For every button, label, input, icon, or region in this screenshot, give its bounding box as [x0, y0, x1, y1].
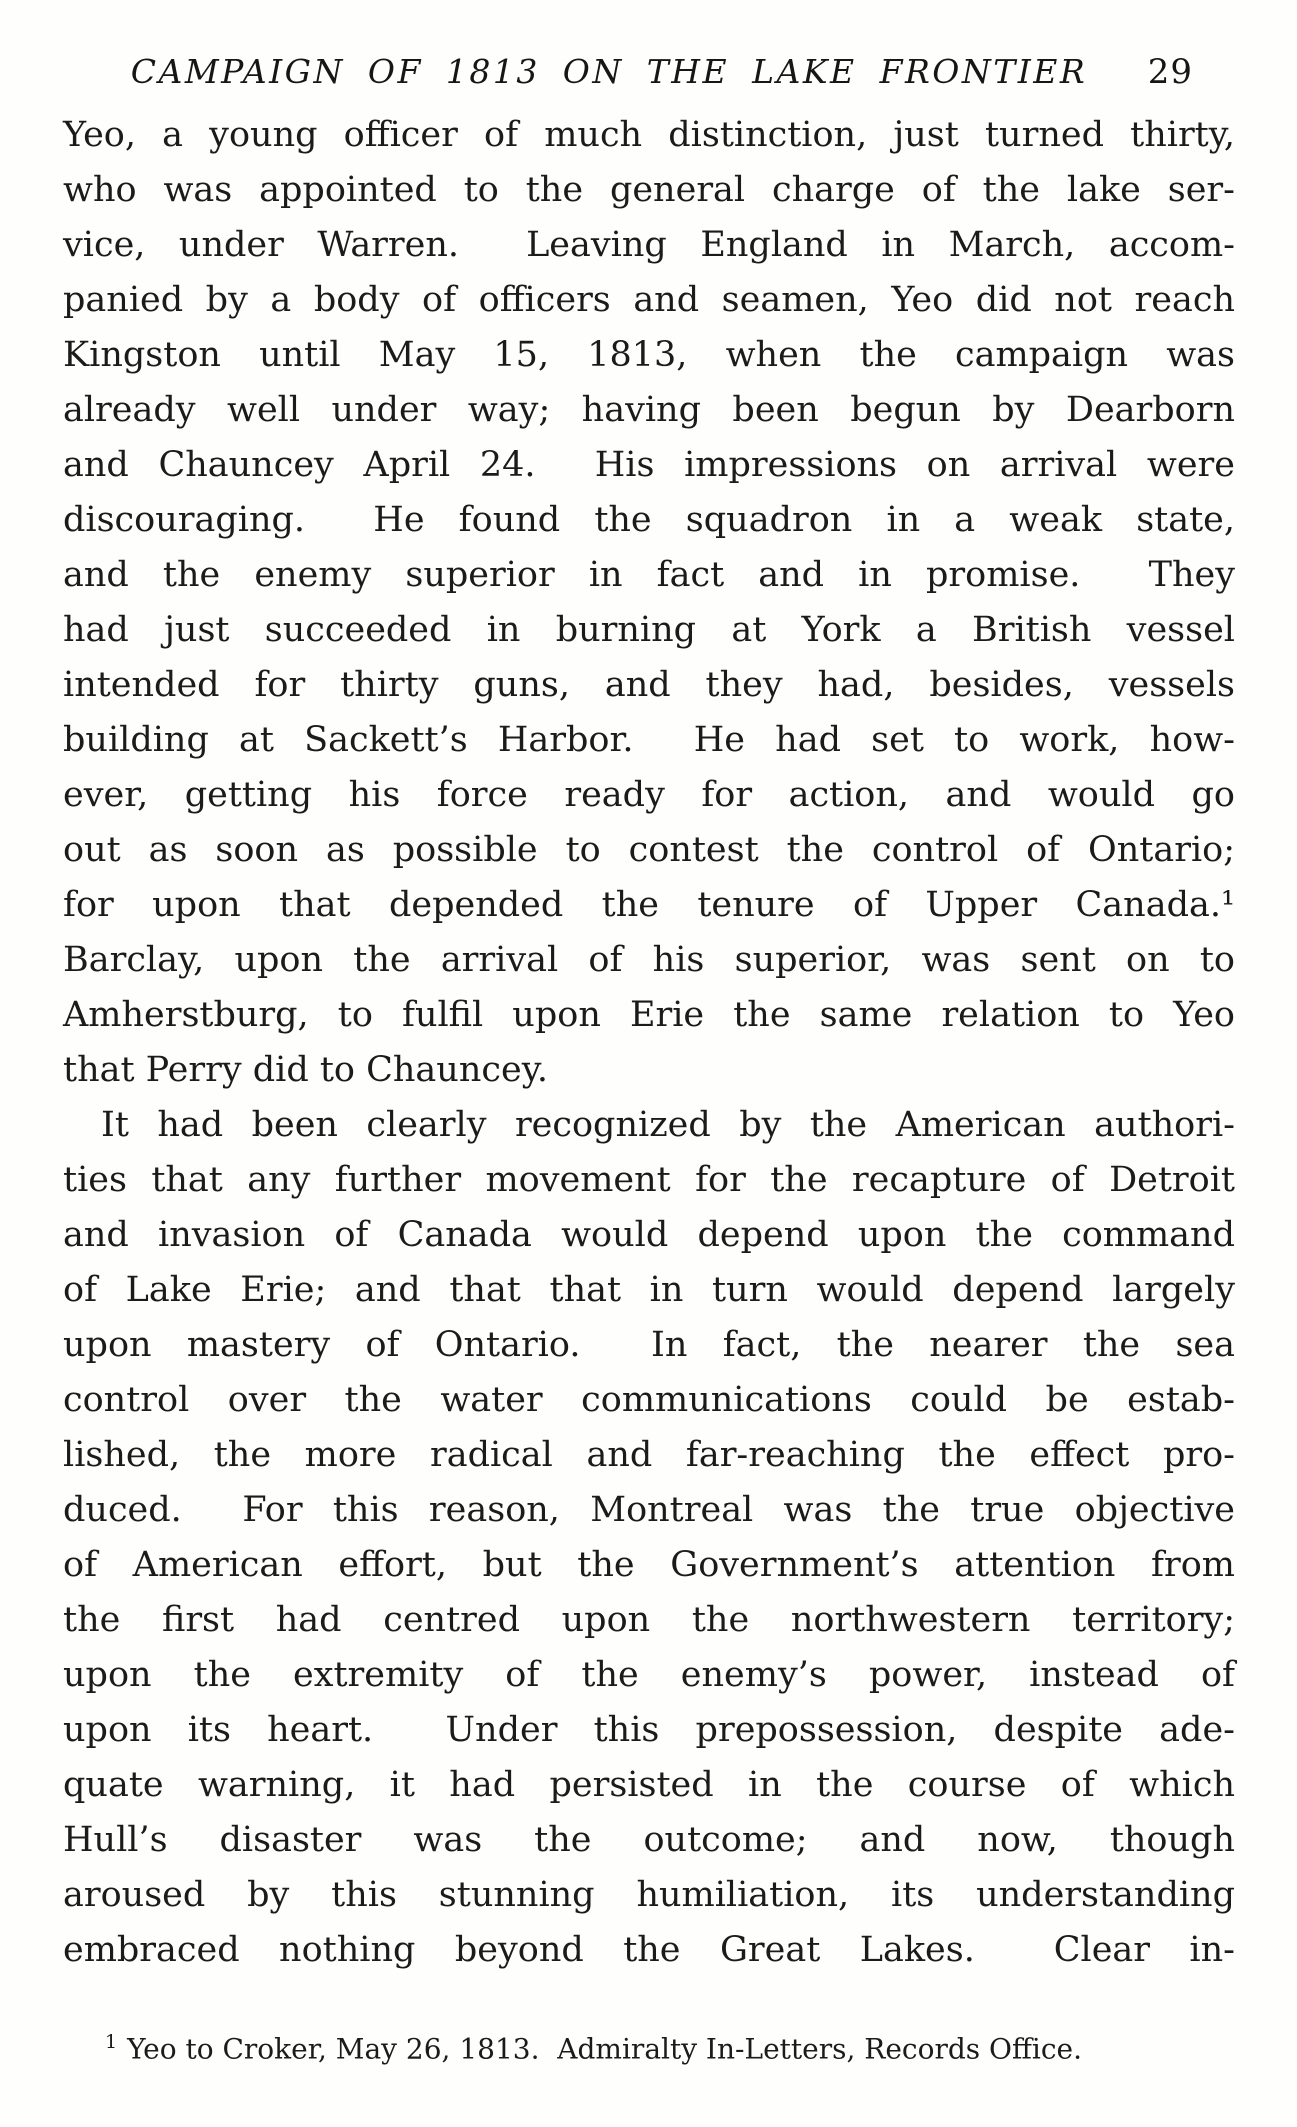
header-title: CAMPAIGN OF 1813 ON THE LAKE FRONTIER: [130, 52, 1088, 91]
text-line: already well under way; having been begun by Dearborn: [63, 390, 1235, 430]
footnote-text: Yeo to Croker, May 26, 1813. Admiralty In-Letters, Records Office.: [127, 2032, 1083, 2066]
text-line: Hull’s disaster was the outcome; and now, though: [63, 1820, 1235, 1860]
text-line: and Chauncey April 24. His impressions on arrival were: [63, 445, 1235, 485]
text-line: of Lake Erie; and that that in turn would depend largely: [63, 1270, 1235, 1310]
footnote-marker: 1: [105, 2031, 118, 2053]
running-header: [63, 52, 1235, 102]
footnote: [63, 2024, 1235, 2067]
text-line: and the enemy superior in fact and in promise. They: [63, 555, 1235, 595]
text-line: control over the water communications could be estab-: [63, 1380, 1235, 1420]
text-line: duced. For this reason, Montreal was the true objective: [63, 1490, 1235, 1530]
text-line: ever, getting his force ready for action, and would go: [63, 775, 1235, 815]
text-line: Kingston until May 15, 1813, when the campaign was: [63, 335, 1235, 375]
text-line: aroused by this stunning humiliation, its understanding: [63, 1875, 1235, 1915]
text-line: that Perry did to Chauncey.: [63, 1050, 548, 1090]
body-text: [63, 108, 1235, 1978]
text-line: upon the extremity of the enemy’s power, instead of: [63, 1655, 1235, 1695]
text-line: had just succeeded in burning at York a British vessel: [63, 610, 1235, 650]
text-line: panied by a body of officers and seamen, Yeo did not reach: [63, 280, 1235, 320]
text-line: intended for thirty guns, and they had, besides, vessels: [63, 665, 1235, 705]
text-line: out as soon as possible to contest the control of Ontario;: [63, 830, 1235, 870]
text-line: lished, the more radical and far-reaching the effect pro-: [63, 1435, 1235, 1475]
text-line: Barclay, upon the arrival of his superior, was sent on to: [63, 940, 1235, 980]
text-line: It had been clearly recognized by the American authori-: [101, 1105, 1235, 1145]
text-line: upon mastery of Ontario. In fact, the nearer the sea: [63, 1325, 1235, 1365]
text-line: embraced nothing beyond the Great Lakes. Clear in-: [63, 1930, 1235, 1970]
text-line: vice, under Warren. Leaving England in March, accom-: [63, 225, 1235, 265]
text-line: quate warning, it had persisted in the course of which: [63, 1765, 1235, 1805]
text-line: Amherstburg, to fulfil upon Erie the same relation to Yeo: [63, 995, 1235, 1035]
text-line: of American effort, but the Government’s attention from: [63, 1545, 1235, 1585]
text-line: and invasion of Canada would depend upon the command: [63, 1215, 1235, 1255]
text-line: Yeo, a young officer of much distinction, just turned thirty,: [63, 115, 1235, 155]
text-line: building at Sackett’s Harbor. He had set to work, how-: [63, 720, 1235, 760]
text-line: ties that any further movement for the recapture of Detroit: [63, 1160, 1235, 1200]
text-line: discouraging. He found the squadron in a weak state,: [63, 500, 1235, 540]
text-line: the first had centred upon the northwestern territory;: [63, 1600, 1235, 1640]
text-line: who was appointed to the general charge of the lake ser-: [63, 170, 1235, 210]
text-line: upon its heart. Under this prepossession, despite ade-: [63, 1710, 1235, 1750]
text-line: for upon that depended the tenure of Upper Canada.¹: [63, 885, 1235, 925]
page-number: 29: [1147, 52, 1193, 92]
